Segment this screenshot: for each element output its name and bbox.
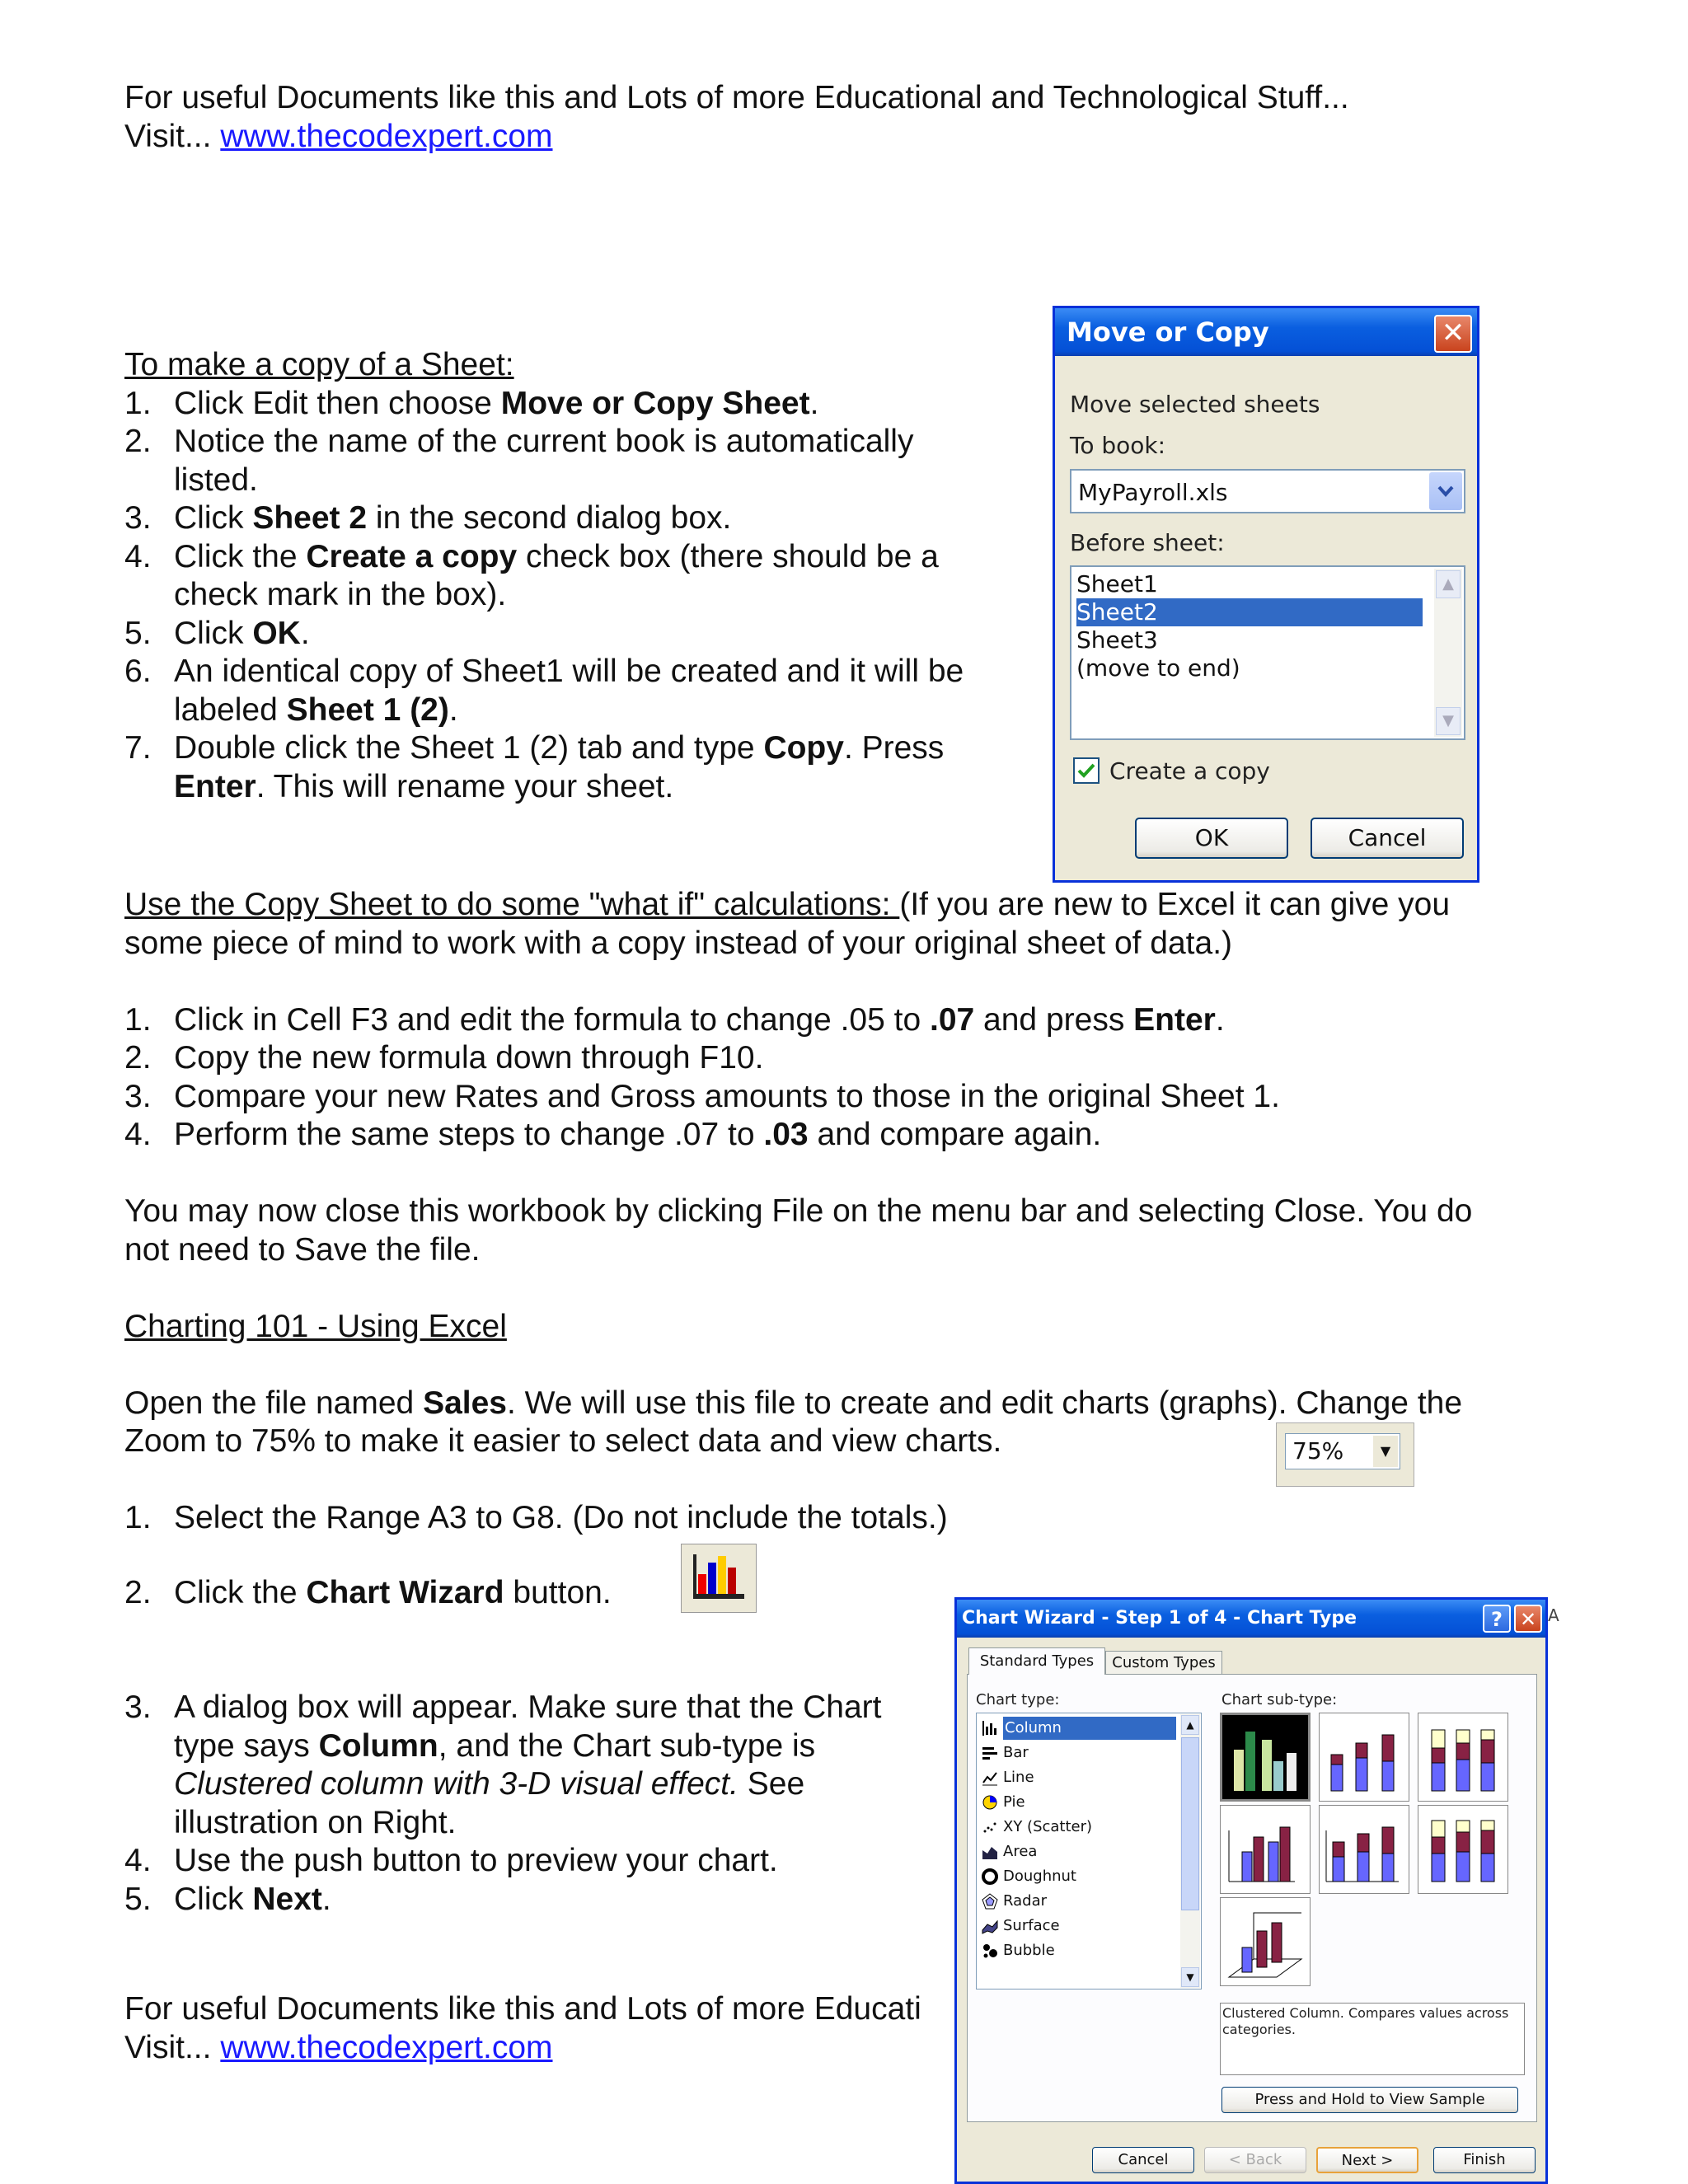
step-text: Compare your new Rates and Gross amounts to those in the original Sheet 1. bbox=[174, 1078, 1280, 1114]
create-copy-checkbox[interactable] bbox=[1073, 757, 1100, 784]
step-number: 5. bbox=[124, 1881, 152, 1917]
scroll-down-icon[interactable]: ▼ bbox=[1181, 1967, 1199, 1987]
chart-wizard-dialog bbox=[954, 1597, 1548, 2184]
step-bold: .03 bbox=[763, 1117, 809, 1152]
step-bold: Sheet 2 bbox=[252, 500, 368, 536]
edge-column-letter: A bbox=[1548, 1605, 1559, 1625]
step-text: . bbox=[300, 615, 310, 651]
list-item[interactable]: Sheet3 bbox=[1076, 626, 1158, 654]
finish-button[interactable]: Finish bbox=[1433, 2147, 1536, 2173]
step-text: . bbox=[1215, 1001, 1225, 1038]
step-line bbox=[174, 768, 1015, 807]
tab-standard-types[interactable]: Standard Types bbox=[968, 1647, 1105, 1675]
subtype-100-stacked-column[interactable] bbox=[1418, 1713, 1508, 1802]
chart-type-label-text: Surface bbox=[1003, 1917, 1060, 1934]
pie-chart-icon bbox=[982, 1794, 998, 1811]
step-text: Perform the same steps to change .07 to bbox=[174, 1117, 764, 1152]
chart-type-panel bbox=[967, 1674, 1537, 2122]
ok-button[interactable]: OK bbox=[1135, 818, 1288, 859]
step-text: Notice the name of the current book is automatically bbox=[174, 424, 914, 459]
dialog-title-bar[interactable] bbox=[1055, 308, 1477, 356]
dialog-title-bar[interactable] bbox=[957, 1600, 1545, 1638]
step-text: An identical copy of Sheet1 will be created and it will be bbox=[174, 654, 964, 689]
move-or-copy-dialog bbox=[1053, 306, 1479, 883]
list-item-selected[interactable] bbox=[982, 1717, 1179, 1740]
close-paragraph bbox=[124, 1193, 1608, 1269]
step-text: check box (there should be a bbox=[517, 538, 939, 574]
charting-heading: Charting 101 - Using Excel bbox=[124, 1308, 507, 1344]
list-item bbox=[124, 1842, 949, 1881]
scroll-up-icon[interactable]: ▲ bbox=[1181, 1715, 1199, 1735]
chevron-down-icon[interactable]: ▼ bbox=[1373, 1436, 1398, 1467]
step-text: A dialog box will appear. Make sure that the Chart bbox=[174, 1690, 882, 1725]
step-text: See bbox=[738, 1766, 805, 1802]
chart-description: Clustered Column. Compares values across categories. bbox=[1220, 2003, 1525, 2075]
doughnut-chart-icon bbox=[982, 1868, 998, 1885]
paragraph-line: You may now close this workbook by clicking File on the menu bar and selecting Close. You do bbox=[124, 1193, 1473, 1229]
step-bold: .07 bbox=[930, 1001, 975, 1038]
step-number: 2. bbox=[124, 1040, 152, 1076]
step-text: illustration on Right. bbox=[174, 1804, 457, 1840]
step-line bbox=[174, 1765, 949, 1804]
cancel-button[interactable]: Cancel bbox=[1311, 818, 1464, 859]
step-number: 2. bbox=[124, 424, 152, 459]
what-if-heading: Use the Copy Sheet to do some "what if" calculations: bbox=[124, 887, 900, 922]
step-bold: Enter bbox=[1133, 1001, 1216, 1038]
step-bold: Next bbox=[252, 1881, 322, 1917]
step-bold: Copy bbox=[763, 730, 844, 766]
what-if-heading-line2: some piece of mind to work with a copy instead of your original sheet of data.) bbox=[124, 925, 1233, 961]
copy-sheet-steps bbox=[124, 385, 1015, 807]
bar-chart-icon bbox=[982, 1745, 998, 1761]
what-if-steps bbox=[124, 1001, 1608, 1155]
list-item bbox=[124, 1116, 1608, 1155]
list-item bbox=[124, 1881, 949, 1919]
step-text: Double click the Sheet 1 (2) tab and type bbox=[174, 730, 764, 766]
chart-step-1 bbox=[124, 1499, 1608, 1538]
paragraph-text: . We will use this file to create and edit charts (graphs). Change the bbox=[507, 1385, 1463, 1421]
step-text: , and the Chart sub-type is bbox=[438, 1727, 816, 1764]
visit-label: Visit... bbox=[124, 2029, 212, 2065]
subtype-clustered-column[interactable] bbox=[1220, 1713, 1311, 1802]
copy-sheet-section bbox=[124, 346, 1015, 806]
what-if-heading-rest: (If you are new to Excel it can give you bbox=[899, 887, 1451, 922]
to-book-select[interactable] bbox=[1070, 469, 1465, 513]
chart-type-label-text: XY (Scatter) bbox=[1003, 1818, 1093, 1835]
list-item bbox=[124, 423, 1015, 499]
tab-custom-types[interactable]: Custom Types bbox=[1105, 1651, 1222, 1675]
list-item bbox=[124, 1078, 1608, 1117]
chart-type-list[interactable] bbox=[976, 1713, 1202, 1990]
preview-button[interactable]: Press and Hold to View Sample bbox=[1221, 2087, 1518, 2113]
footer-line: For useful Documents like this and Lots of more Educati bbox=[124, 1991, 921, 2027]
list-item bbox=[124, 653, 1015, 729]
chart-type-label: Chart type: bbox=[976, 1691, 1060, 1708]
copy-sheet-heading: To make a copy of a Sheet: bbox=[124, 347, 514, 382]
step-text: Click Edit then choose bbox=[174, 385, 501, 421]
list-item bbox=[124, 538, 1015, 615]
chart-type-label-text: Pie bbox=[1003, 1793, 1025, 1811]
footer-link[interactable]: www.thecodexpert.com bbox=[220, 2029, 553, 2065]
step-line bbox=[174, 1727, 949, 1766]
move-selected-label: Move selected sheets bbox=[1070, 391, 1320, 418]
close-icon[interactable]: ✕ bbox=[1434, 315, 1472, 353]
step-number: 1. bbox=[124, 385, 152, 421]
next-button[interactable]: Next > bbox=[1316, 2147, 1418, 2173]
list-item bbox=[124, 385, 1015, 424]
step-text: Click the bbox=[174, 1575, 307, 1610]
list-item bbox=[124, 1001, 1608, 1040]
step-text: . bbox=[809, 385, 819, 421]
step-text: Click the bbox=[174, 538, 307, 574]
step-text: Click bbox=[174, 500, 253, 536]
zoom-box bbox=[1276, 1422, 1414, 1487]
radar-chart-icon bbox=[982, 1893, 998, 1910]
step-number: 5. bbox=[124, 615, 152, 651]
step-text: . Press bbox=[843, 730, 945, 766]
dialog-title: Move or Copy bbox=[1067, 316, 1269, 348]
bubble-chart-icon bbox=[982, 1943, 998, 1959]
paragraph-line bbox=[124, 1385, 1608, 1423]
step-number: 3. bbox=[124, 500, 152, 536]
step-number: 3. bbox=[124, 1078, 152, 1114]
step-number: 1. bbox=[124, 1001, 152, 1038]
scroll-thumb[interactable] bbox=[1181, 1737, 1199, 1910]
paragraph-line: Zoom to 75% to make it easier to select data and view charts. bbox=[124, 1423, 1002, 1459]
step-italic: Clustered column with 3-D visual effect. bbox=[174, 1766, 738, 1802]
subtype-3d-stacked-column[interactable] bbox=[1319, 1805, 1409, 1894]
subtype-3d-clustered-column[interactable] bbox=[1220, 1805, 1311, 1894]
list-item-selected[interactable]: Sheet2 bbox=[1076, 598, 1423, 626]
step-text: . This will rename your sheet. bbox=[256, 768, 674, 804]
back-button[interactable]: < Back bbox=[1204, 2147, 1306, 2173]
chart-type-label-text: Bar bbox=[1003, 1744, 1029, 1761]
area-chart-icon bbox=[982, 1844, 998, 1860]
step-number: 3. bbox=[124, 1690, 152, 1725]
step-line bbox=[174, 1574, 612, 1613]
step-number: 7. bbox=[124, 730, 152, 766]
list-item bbox=[124, 615, 1015, 654]
step-bold: Enter bbox=[174, 768, 256, 804]
list-scrollbar[interactable] bbox=[1434, 569, 1462, 737]
paragraph-text: Open the file named bbox=[124, 1385, 424, 1421]
list-item[interactable]: (move to end) bbox=[1076, 654, 1240, 682]
paragraph-bold: Sales bbox=[423, 1385, 507, 1421]
surface-chart-icon bbox=[982, 1918, 998, 1934]
step-text: . bbox=[321, 1881, 331, 1917]
scatter-chart-icon bbox=[982, 1819, 998, 1835]
step-text: Click bbox=[174, 615, 253, 651]
step-text: and press bbox=[974, 1001, 1134, 1038]
scroll-down-icon[interactable]: ▼ bbox=[1436, 707, 1461, 735]
subtype-stacked-column[interactable] bbox=[1319, 1713, 1409, 1802]
step-number: 1. bbox=[124, 1500, 152, 1535]
to-book-label: To book: bbox=[1070, 432, 1166, 459]
list-item bbox=[124, 499, 1015, 538]
header-line: For useful Documents like this and Lots of more Educational and Technological Stuff... bbox=[124, 80, 1349, 115]
step-bold: OK bbox=[252, 615, 301, 651]
cancel-button[interactable]: Cancel bbox=[1092, 2147, 1194, 2173]
step-bold: Create a copy bbox=[306, 538, 518, 574]
chart-type-label-text: Line bbox=[1003, 1769, 1034, 1786]
chart-type-label-text: Area bbox=[1003, 1843, 1038, 1860]
check-icon bbox=[1075, 759, 1098, 782]
step-number: 2. bbox=[124, 1575, 152, 1610]
step-bold: Sheet 1 (2) bbox=[286, 691, 449, 728]
header-link[interactable]: www.thecodexpert.com bbox=[220, 118, 553, 154]
visit-label: Visit... bbox=[124, 118, 212, 154]
step-number: 4. bbox=[124, 1843, 152, 1878]
list-item[interactable]: Sheet1 bbox=[1076, 570, 1158, 598]
step-text: check mark in the box). bbox=[174, 577, 507, 612]
step-number: 4. bbox=[124, 1117, 152, 1152]
footer-text bbox=[124, 1990, 921, 2067]
step-text: Copy the new formula down through F10. bbox=[174, 1040, 764, 1076]
step-text: Click in Cell F3 and edit the formula to change .05 to bbox=[174, 1001, 930, 1038]
to-book-value: MyPayroll.xls bbox=[1078, 479, 1228, 506]
step-number: 6. bbox=[124, 654, 152, 689]
scroll-up-icon[interactable]: ▲ bbox=[1436, 570, 1461, 598]
list-item bbox=[124, 1499, 1608, 1538]
create-copy-label[interactable]: Create a copy bbox=[1109, 757, 1270, 785]
step-text: and compare again. bbox=[808, 1117, 1102, 1152]
chart-type-label-text: Doughnut bbox=[1003, 1868, 1076, 1885]
subtype-3d-100-stacked-column[interactable] bbox=[1418, 1805, 1508, 1894]
what-if-heading-line bbox=[124, 886, 1608, 925]
chart-subtype-label: Chart sub-type: bbox=[1221, 1691, 1338, 1708]
chart-steps bbox=[124, 1689, 949, 1919]
chart-type-label-text: Radar bbox=[1003, 1892, 1047, 1910]
help-icon[interactable]: ? bbox=[1483, 1605, 1511, 1633]
chart-step-2 bbox=[124, 1574, 612, 1613]
footer-visit-line bbox=[124, 2029, 921, 2068]
step-line bbox=[174, 691, 1015, 730]
step-text: listed. bbox=[174, 462, 258, 498]
step-text: . bbox=[448, 691, 458, 728]
step-bold: Chart Wizard bbox=[306, 1575, 504, 1610]
column-chart-icon bbox=[982, 1720, 998, 1736]
chart-type-label-text: Bubble bbox=[1003, 1942, 1055, 1959]
step-text: Click bbox=[174, 1881, 253, 1917]
paragraph-line: not need to Save the file. bbox=[124, 1231, 481, 1268]
step-text: type says bbox=[174, 1727, 319, 1764]
step-text: in the second dialog box. bbox=[367, 500, 732, 536]
chart-wizard-icon[interactable] bbox=[681, 1544, 757, 1613]
header-visit-line bbox=[124, 118, 1349, 157]
subtype-3d-column[interactable] bbox=[1220, 1897, 1311, 1986]
close-icon[interactable]: ✕ bbox=[1514, 1605, 1542, 1633]
list-scrollbar[interactable] bbox=[1180, 1714, 1200, 1988]
step-text: Use the push button to preview your chart. bbox=[174, 1843, 778, 1878]
step-text: labeled bbox=[174, 691, 287, 728]
chevron-down-icon[interactable] bbox=[1429, 472, 1462, 510]
step-number: 4. bbox=[124, 538, 152, 574]
zoom-value: 75% bbox=[1292, 1437, 1344, 1465]
list-item bbox=[124, 729, 1015, 806]
before-sheet-list[interactable] bbox=[1070, 565, 1465, 740]
step-bold: Move or Copy Sheet bbox=[500, 385, 810, 421]
list-item bbox=[124, 1039, 1608, 1078]
before-sheet-label: Before sheet: bbox=[1070, 529, 1225, 556]
header-text bbox=[124, 79, 1349, 156]
step-bold: Column bbox=[318, 1727, 438, 1764]
chart-type-label-text: Column bbox=[1003, 1717, 1176, 1740]
step-text: Select the Range A3 to G8. (Do not include the totals.) bbox=[174, 1500, 948, 1535]
chart-steps-3-5 bbox=[124, 1689, 949, 1919]
zoom-select[interactable] bbox=[1285, 1433, 1400, 1469]
step-text: button. bbox=[504, 1575, 612, 1610]
list-item bbox=[124, 1689, 949, 1842]
line-chart-icon bbox=[982, 1769, 998, 1786]
dialog-title: Chart Wizard - Step 1 of 4 - Chart Type bbox=[962, 1608, 1357, 1629]
